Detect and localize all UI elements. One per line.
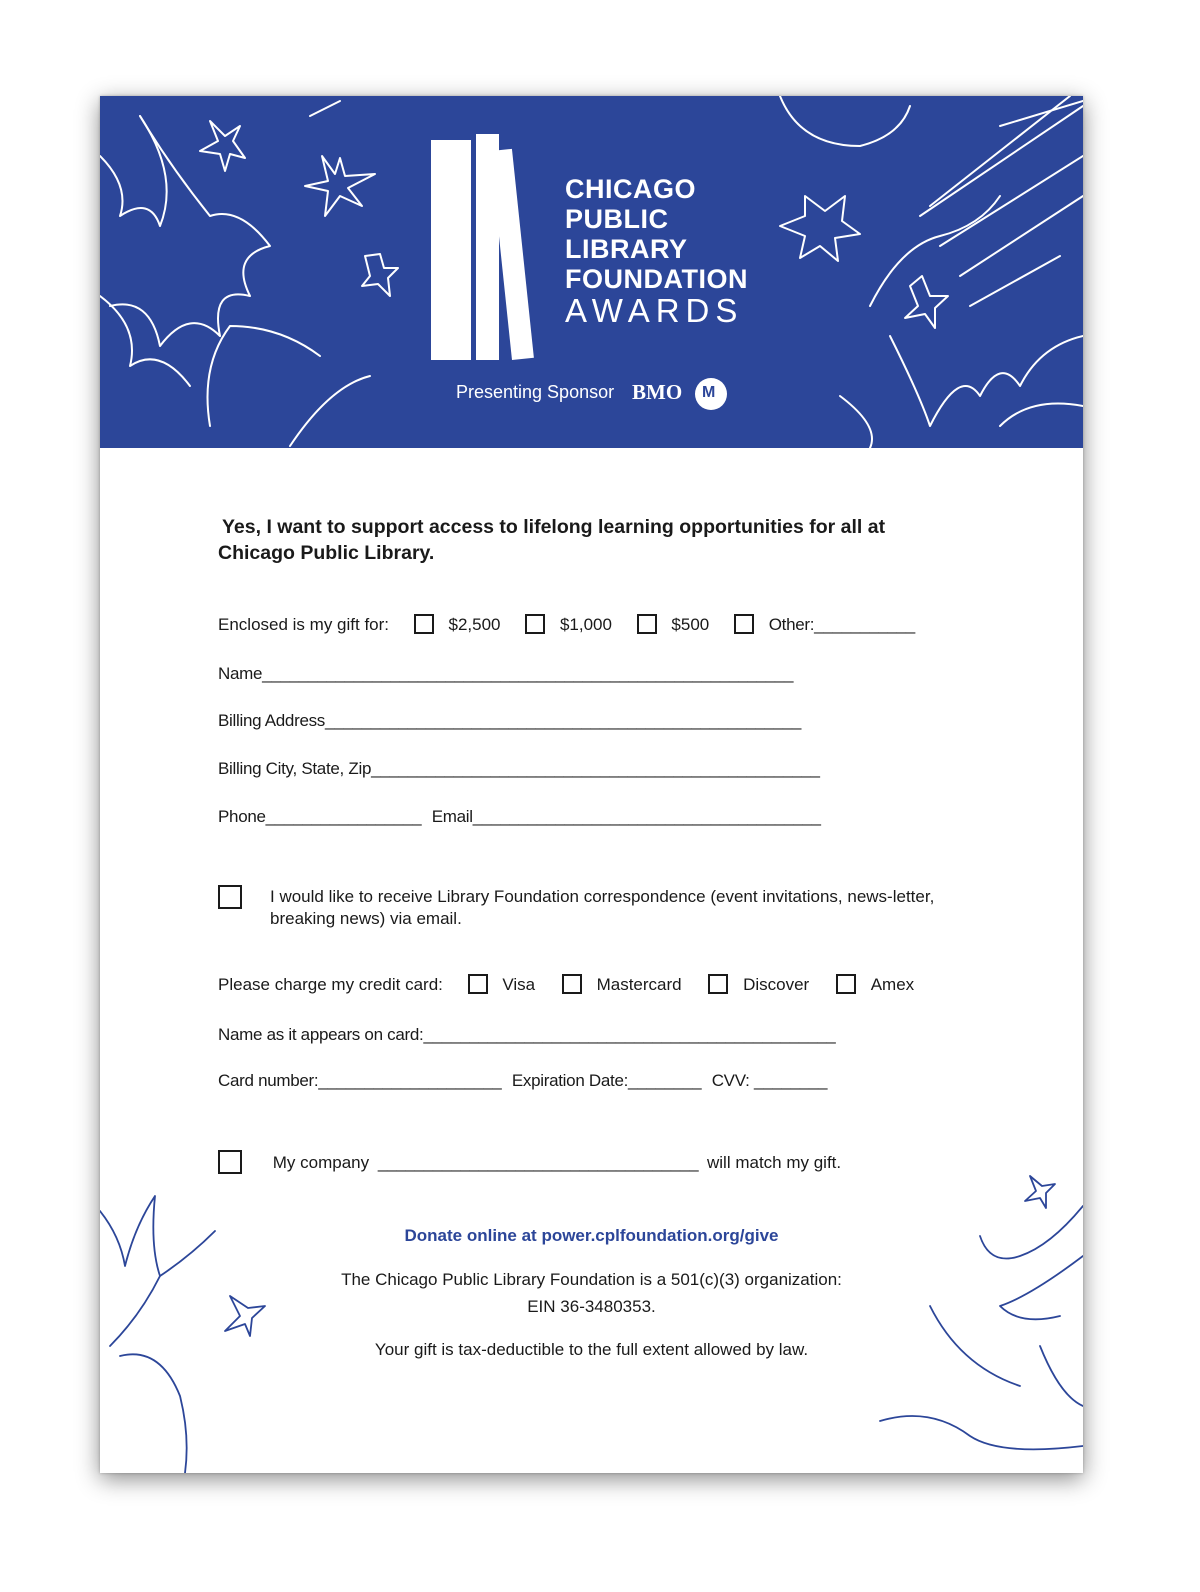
email-field[interactable]: Email______________________________________ [431,807,821,826]
visa-checkbox[interactable] [468,974,488,994]
credit-card-label: Please charge my credit card: [218,975,443,994]
logo-line: CHICAGO [565,174,696,204]
gift-1000-checkbox[interactable] [525,614,545,634]
phone-field[interactable]: Phone_________________ [218,807,422,826]
tax-deductible-note: Your gift is tax-deductible to the full extent allowed by law. [374,1340,809,1359]
card-option-label: Amex [870,975,915,994]
book-logo-1 [431,140,471,360]
credit-card-row [218,974,914,996]
intro-line: Yes, I want to support access to lifelong learning opportunities for all at [222,516,886,538]
donate-online-link[interactable]: Donate online at power.cplfoundation.org/give [404,1226,779,1245]
correspondence-checkbox-row [218,885,242,911]
company-name-field[interactable]: ___________________________________ [377,1153,699,1172]
cvv-field[interactable]: CVV: ________ [711,1071,828,1090]
billing-address-field[interactable]: Billing Address____________________________________________________ [218,711,802,730]
gift-2500-checkbox[interactable] [414,614,434,634]
correspondence-text: I would like to receive Library Foundation correspondence (event invitations, news-letter, breaking news) via email. [270,887,935,928]
company-match-suffix: will match my gift. [707,1153,842,1172]
gift-500-checkbox[interactable] [637,614,657,634]
card-option-label: Discover [743,975,810,994]
billing-city-field[interactable]: Billing City, State, Zip_________________________________________________ [218,759,820,778]
card-details-row [218,1070,827,1092]
sponsor-label: Presenting Sponsor [456,382,615,402]
gift-label: Enclosed is my gift for: [218,615,390,634]
intro-line: Chicago Public Library. [218,542,435,564]
logo-line: PUBLIC [565,204,669,234]
card-number-field[interactable]: Card number:____________________ [218,1071,502,1090]
ein-line: EIN 36-3480353. [527,1297,656,1316]
gift-row [218,614,915,636]
logo-line: FOUNDATION [565,264,748,294]
gift-other-checkbox[interactable] [734,614,754,634]
header-banner [100,96,1083,448]
correspondence-checkbox[interactable] [218,885,242,909]
org-status-line: The Chicago Public Library Foundation is a 501(c)(3) organization: [341,1270,842,1289]
gift-option-label: $1,000 [559,615,612,634]
intro-statement [218,514,958,566]
discover-checkbox[interactable] [708,974,728,994]
name-on-card-field[interactable]: Name as it appears on card:_____________________________________________ [218,1025,836,1044]
mastercard-checkbox[interactable] [562,974,582,994]
pledge-card [100,96,1083,1473]
bmo-roundel-icon: M [695,378,727,410]
foundation-logo-text [565,174,748,328]
name-field[interactable]: Name__________________________________________________________ [218,664,794,683]
gift-option-label: $2,500 [448,615,501,634]
contact-row [218,806,821,828]
expiration-field[interactable]: Expiration Date:________ [511,1071,702,1090]
gift-option-label: $500 [671,615,710,634]
amex-checkbox[interactable] [836,974,856,994]
card-option-label: Mastercard [596,975,682,994]
gift-other-field[interactable]: Other:___________ [768,615,915,634]
company-match-prefix: My company [272,1153,370,1172]
card-option-label: Visa [502,975,536,994]
logo-awards: AWARDS [565,292,744,329]
logo-line: LIBRARY [565,234,688,264]
sponsor-name: BMO [632,380,683,404]
